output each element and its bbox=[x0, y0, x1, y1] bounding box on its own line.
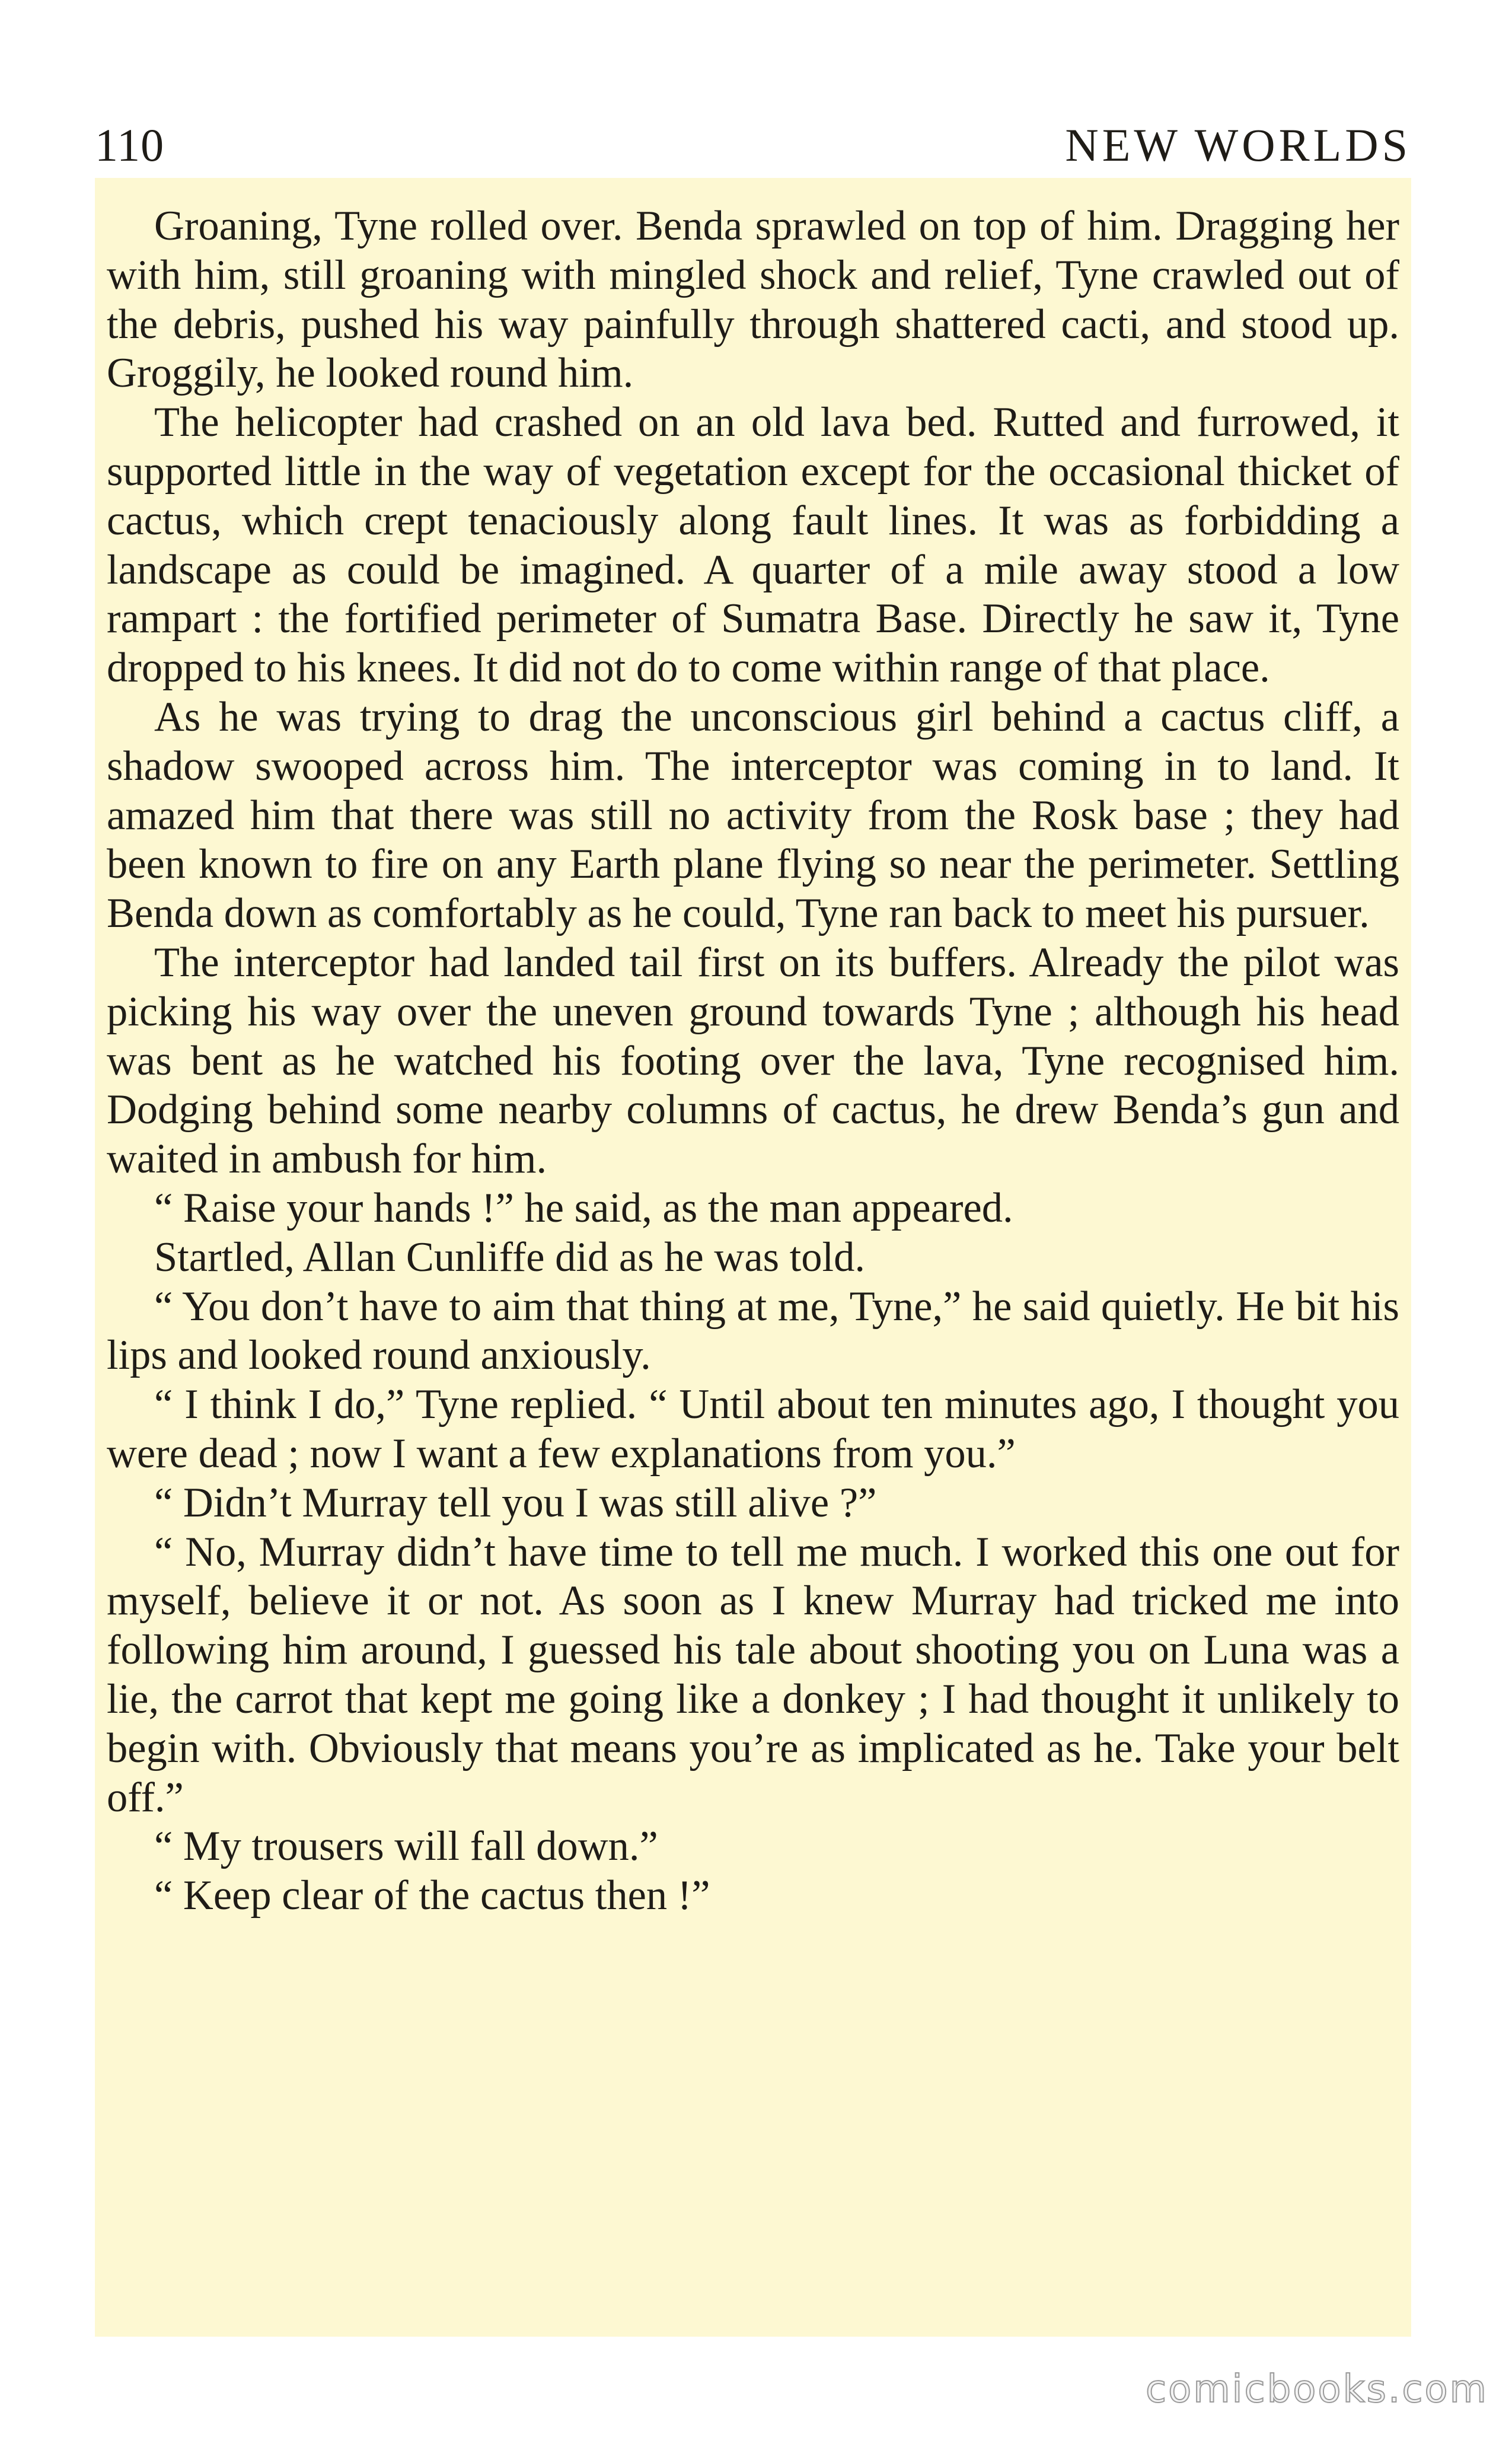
dialogue-line: “ Keep clear of the cactus then !” bbox=[154, 1872, 710, 1919]
paragraph: As he was trying to drag the unconscious girl behind a cactus cliff, a shadow swooped across him. The interceptor was coming in to land. It amazed him that there was still no activity from the Rosk base ; they had been known to fire on any Earth plane flying so near the perimeter. Settling Benda down as comfortably as he could, Tyne ran back to meet his pursuer. bbox=[107, 693, 1399, 937]
dialogue-line: “ My trousers will fall down.” bbox=[154, 1823, 658, 1870]
paragraph: Startled, Allan Cunliffe did as he was told. bbox=[154, 1234, 865, 1280]
dialogue-line: “ No, Murray didn’t have time to tell me much. I worked this one out for myself, believe it or not. As soon as I knew Murray had tricked me into following him around, I guessed his tale about shooting you on Luna was a lie, the carrot that kept me going like a donkey ; I had thought it unlikely to begin with. Obviously that means you’re as implicated as he. Take your belt off.” bbox=[107, 1528, 1399, 1821]
dialogue-line: “ Raise your hands !” he said, as the man appeared. bbox=[154, 1184, 1013, 1231]
dialogue-line: “ I think I do,” Tyne replied. “ Until about ten minutes ago, I thought you were dead ; now I want a few explanations from you.” bbox=[107, 1381, 1399, 1477]
paragraph: The helicopter had crashed on an old lava bed. Rutted and furrowed, it supported little in the way of vegetation except for the occasional thicket of cactus, which crept tenaciously along fault lines. It was as forbidding a landscape as could be imagined. A quarter of a mile away stood a low rampart : the fortified perimeter of Sumatra Base. Directly he saw it, Tyne dropped to his knees. It did not do to come within range of that place. bbox=[107, 399, 1399, 692]
watermark: comicbooks.com bbox=[1145, 2368, 1488, 2411]
paragraph: Groaning, Tyne rolled over. Benda sprawled on top of him. Dragging her with him, still groaning with mingled shock and relief, Tyne crawled out of the debris, pushed his way painfully through shattered cacti, and stood up. Groggily, he looked round him. bbox=[107, 203, 1399, 397]
magazine-title: NEW WORLDS bbox=[1065, 119, 1411, 171]
dialogue-line: “ You don’t have to aim that thing at me, Tyne,” he said quietly. He bit his lips and looked round anxiously. bbox=[107, 1283, 1399, 1379]
page-header bbox=[95, 113, 1411, 178]
story-text-panel bbox=[95, 178, 1411, 2337]
page-number: 110 bbox=[95, 119, 165, 171]
paragraph: The interceptor had landed tail first on its buffers. Already the pilot was picking his way over the uneven ground towards Tyne ; although his head was bent as he watched his footing over the lava, Tyne recognised him. Dodging behind some nearby columns of cactus, he drew Benda’s gun and waited in ambush for him. bbox=[107, 939, 1399, 1183]
dialogue-line: “ Didn’t Murray tell you I was still alive ?” bbox=[154, 1479, 877, 1526]
